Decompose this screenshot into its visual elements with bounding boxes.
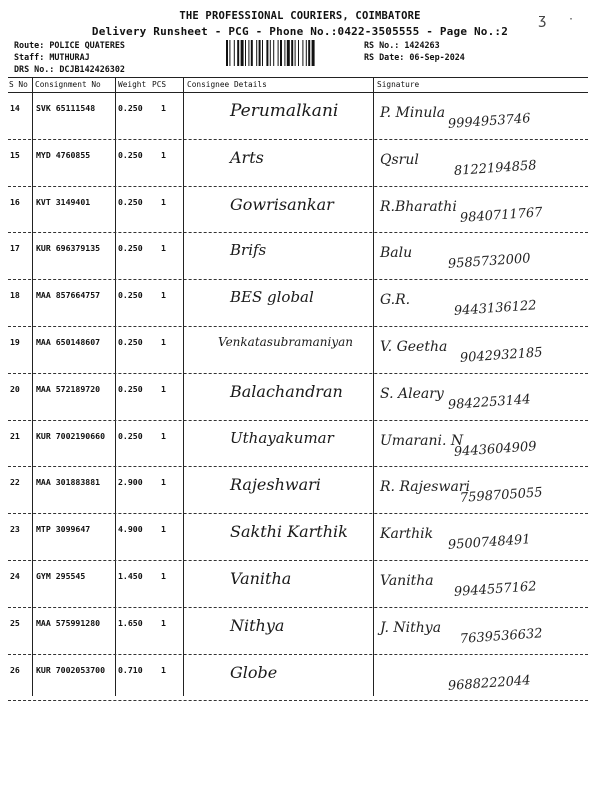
row-pcs: 1: [161, 524, 166, 535]
consignee-name-handwritten: Rajeshwari: [230, 475, 321, 495]
barcode-bar: [284, 40, 285, 66]
row-pcs: 1: [161, 477, 166, 488]
rs-no-value: 1424263: [404, 40, 440, 50]
row-consignment-no: MAA 650148607: [36, 337, 101, 347]
route-value: POLICE QUATERES: [49, 40, 125, 50]
row-separator: [8, 139, 588, 140]
phone-handwritten: 7598705055: [459, 485, 544, 507]
col-header-weight: Weight: [118, 80, 147, 89]
phone-handwritten: 8122194858: [453, 158, 538, 179]
signature-handwritten: Qsrul: [380, 151, 419, 168]
row-separator: [8, 654, 588, 655]
barcode-bar: [259, 40, 261, 66]
row-consignment-no: MAA 572189720: [36, 383, 101, 394]
drs-line: [14, 64, 125, 74]
row-pcs: 1: [161, 430, 166, 441]
table-top-border: [8, 77, 588, 78]
row-weight: 1.450: [118, 571, 143, 581]
barcode-bar: [287, 40, 290, 66]
barcode-bar: [229, 40, 230, 66]
staff-line: [14, 52, 90, 62]
rs-date-label: RS Date:: [364, 52, 405, 62]
row-separator: [8, 420, 588, 421]
row-sno: 17: [10, 243, 20, 254]
row-weight: 0.250: [118, 290, 143, 301]
staff-label: Staff:: [14, 52, 45, 62]
signature-handwritten: Karthik: [380, 526, 434, 543]
runsheet-title: Delivery Runsheet - PCG - Phone No.:0422-3505555 - Page No.:2: [91, 25, 509, 38]
row-separator: [8, 279, 588, 280]
row-sno: 14: [10, 103, 20, 113]
column-divider: [183, 78, 184, 696]
phone-handwritten: 9042932185: [459, 345, 544, 366]
phone-handwritten: 9443136122: [453, 298, 538, 320]
row-separator: [8, 326, 588, 327]
row-consignment-no: KUR 696379135: [36, 243, 101, 254]
row-pcs: 1: [161, 196, 166, 207]
row-weight: 4.900: [118, 524, 143, 535]
consignee-name-handwritten: Perumalkani: [230, 101, 339, 121]
barcode-bar: [302, 40, 303, 66]
row-separator: [8, 513, 588, 514]
row-weight: 2.900: [118, 477, 143, 488]
phone-handwritten: 9688222044: [447, 672, 532, 694]
drs-label: DRS No.:: [14, 64, 55, 74]
row-consignment-no: KUR 7002053700: [36, 664, 106, 675]
row-consignment-no: MYD 4760855: [36, 149, 91, 160]
row-consignment-no: KUR 7002190660: [36, 430, 106, 441]
signature-handwritten: J. Nithya: [380, 619, 442, 636]
barcode-bar: [245, 40, 246, 66]
row-pcs: 1: [161, 290, 166, 301]
row-pcs: 1: [161, 571, 166, 581]
signature-handwritten: R. Rajeswari: [380, 479, 470, 496]
consignee-name-handwritten: Brifs: [230, 241, 267, 260]
barcode-bar: [280, 40, 282, 66]
consignee-name-handwritten: Sakthi Karthik: [230, 522, 348, 542]
col-header-signature: Signature: [377, 80, 420, 89]
row-separator: [8, 607, 588, 608]
row-pcs: 1: [161, 664, 166, 675]
row-pcs: 1: [161, 243, 166, 254]
row-pcs: 1: [161, 103, 166, 113]
company-title: THE PROFESSIONAL COURIERS, COIMBATORE: [179, 10, 421, 22]
row-sno: 16: [10, 196, 20, 207]
barcode-image: [226, 40, 358, 66]
row-sno: 20: [10, 383, 20, 394]
row-consignment-no: MAA 301883881: [36, 477, 101, 488]
route-label: Route:: [14, 40, 45, 50]
signature-handwritten: P. Minula: [380, 105, 446, 121]
signature-handwritten: G.R.: [380, 292, 411, 309]
route-line: [14, 40, 125, 50]
row-sno: 25: [10, 617, 20, 628]
barcode-bar: [234, 40, 235, 66]
row-consignment-no: KVT 3149401: [36, 196, 91, 207]
row-separator: [8, 466, 588, 467]
row-separator: [8, 186, 588, 187]
consignee-name-handwritten: Arts: [230, 147, 264, 167]
stray-mark: ·: [568, 14, 575, 25]
row-weight: 0.250: [118, 337, 143, 347]
col-header-consignment: Consignment No: [35, 80, 101, 89]
row-weight: 0.250: [118, 243, 143, 254]
stray-mark: ʒ: [538, 12, 547, 28]
row-separator: [8, 700, 588, 701]
consignee-name-handwritten: Venkatasubramaniyan: [218, 335, 354, 349]
row-sno: 26: [10, 664, 20, 675]
row-pcs: 1: [161, 617, 166, 628]
barcode-bar: [291, 40, 293, 66]
row-separator: [8, 373, 588, 374]
barcode-bar: [308, 40, 310, 66]
column-divider: [115, 78, 116, 696]
barcode-bar: [270, 40, 271, 66]
row-separator: [8, 560, 588, 561]
rs-no-line: [364, 40, 440, 50]
barcode-bar: [262, 40, 263, 66]
consignee-name-handwritten: Nithya: [230, 615, 285, 635]
row-consignment-no: GYM 295545: [36, 571, 86, 581]
phone-handwritten: 9944557162: [453, 579, 538, 600]
header-bottom-border: [8, 92, 588, 93]
col-header-sno: S No: [9, 80, 28, 89]
rs-date-value: 06-Sep-2024: [409, 52, 465, 62]
rs-no-label: RS No.:: [364, 40, 400, 50]
phone-handwritten: 9842253144: [447, 392, 532, 413]
signature-handwritten: Umarani. N: [380, 432, 464, 449]
row-weight: 1.650: [118, 617, 143, 628]
barcode-bar: [295, 40, 296, 66]
consignee-name-handwritten: Balachandran: [230, 381, 343, 401]
consignee-name-handwritten: Globe: [230, 662, 278, 682]
row-sno: 24: [10, 571, 20, 581]
signature-handwritten: Vanitha: [380, 573, 434, 589]
signature-handwritten: Balu: [380, 245, 413, 262]
column-divider: [32, 78, 33, 696]
row-consignment-no: MAA 575991280: [36, 617, 101, 628]
phone-handwritten: 7639536632: [459, 626, 544, 647]
consignee-name-handwritten: BES global: [230, 288, 314, 307]
staff-value: MUTHURAJ: [49, 52, 90, 62]
barcode-bar: [298, 40, 299, 66]
signature-handwritten: S. Aleary: [380, 385, 444, 402]
consignee-name-handwritten: Gowrisankar: [230, 194, 334, 214]
barcode-bar: [241, 40, 244, 66]
barcode-bar: [248, 40, 249, 66]
barcode-bar: [251, 40, 253, 66]
barcode-bar: [226, 40, 228, 66]
barcode-bar: [273, 40, 274, 66]
phone-handwritten: 9994953746: [447, 111, 532, 132]
phone-handwritten: 9500748491: [447, 532, 532, 554]
consignee-name-handwritten: Vanitha: [230, 569, 292, 588]
row-weight: 0.250: [118, 430, 143, 441]
phone-handwritten: 9443604909: [453, 438, 538, 460]
barcode-bar: [256, 40, 257, 66]
row-sno: 21: [10, 430, 20, 441]
row-sno: 23: [10, 524, 20, 535]
row-weight: 0.250: [118, 196, 143, 207]
row-sno: 15: [10, 149, 20, 160]
column-divider: [373, 78, 374, 696]
col-header-pcs: PCS: [152, 80, 167, 89]
barcode-bar: [278, 40, 279, 66]
signature-handwritten: V. Geetha: [380, 339, 448, 355]
barcode-bar: [237, 40, 239, 66]
barcode-bar: [266, 40, 268, 66]
row-separator: [8, 232, 588, 233]
col-header-details: Consignee Details: [187, 80, 267, 89]
phone-handwritten: 9585732000: [447, 251, 532, 273]
row-sno: 19: [10, 337, 20, 347]
row-consignment-no: SVK 65111548: [36, 103, 96, 113]
row-consignment-no: MTP 3099647: [36, 524, 91, 535]
row-pcs: 1: [161, 383, 166, 394]
row-consignment-no: MAA 857664757: [36, 290, 101, 301]
row-pcs: 1: [161, 149, 166, 160]
barcode-bar: [312, 40, 315, 66]
rs-date-line: [364, 52, 465, 62]
row-sno: 18: [10, 290, 20, 301]
phone-handwritten: 9840711767: [459, 204, 544, 226]
row-weight: 0.250: [118, 383, 143, 394]
row-pcs: 1: [161, 337, 166, 347]
signature-handwritten: R.Bharathi: [380, 198, 457, 215]
row-sno: 22: [10, 477, 20, 488]
drs-value: DCJB142426302: [59, 64, 125, 74]
row-weight: 0.710: [118, 664, 143, 675]
barcode-bar: [306, 40, 307, 66]
consignee-name-handwritten: Uthayakumar: [230, 428, 334, 447]
row-weight: 0.250: [118, 149, 143, 160]
row-weight: 0.250: [118, 103, 143, 113]
